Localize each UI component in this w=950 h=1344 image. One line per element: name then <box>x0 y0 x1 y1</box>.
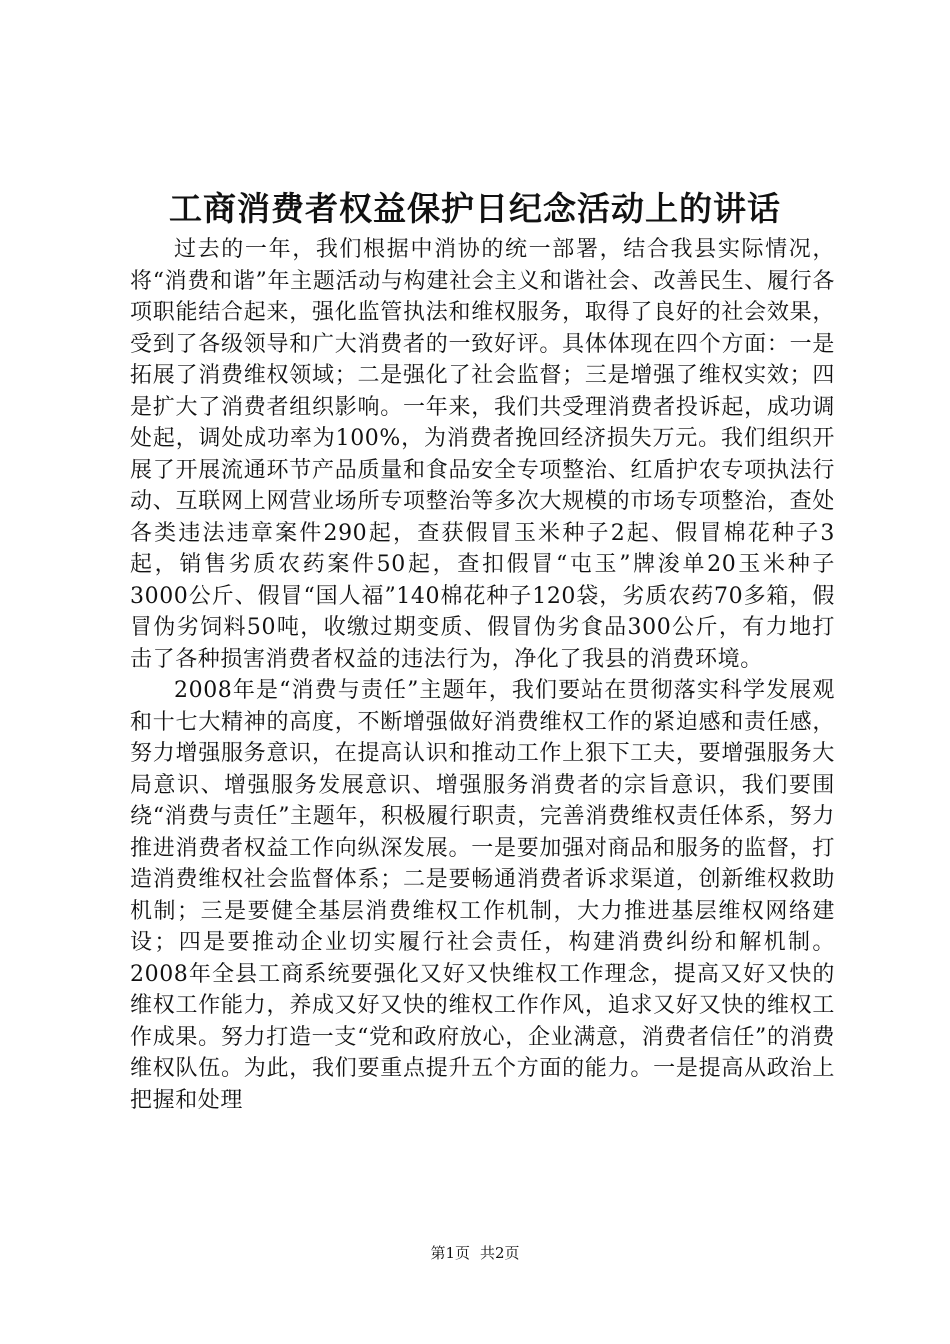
page-footer <box>0 1243 950 1263</box>
document-title: 工商消费者权益保护日纪念活动上的讲话 <box>169 189 781 228</box>
paragraph-2: 2008年是“消费与责任”主题年，我们要站在贯彻落实科学发展观和十七大精神的高度，不断增强做好消费维权工作的紧迫感和责任感，努力增强服务意识，在提高认识和推动工作上狠下工夫，要增强服务大局意识、增强服务发展意识、增强服务消费者的宗旨意识，我们要围绕“消费与责任”主题年，积极履行职责，完善消费维权责任体系，努力推进消费者权益工作向纵深发展。一是要加强对商品和服务的监督，打造消费维权社会监督体系；二是要畅通消费者诉求渠道，创新维权救助机制；三是要健全基层消费维权工作机制，大力推进基层维权网络建设；四是要推动企业切实履行社会责任，构建消费纠纷和解机制。2008年全县工商系统要强化又好又快维权工作理念，提高又好又快的维权工作能力，养成又好又快的维权工作作风，追求又好又快的维权工作成果。努力打造一支“党和政府放心，企业满意，消费者信任”的消费维权队伍。为此，我们要重点提升五个方面的能力。一是提高从政治上把握和处理 <box>130 678 835 1113</box>
page-number-current: 第1页 <box>430 1244 470 1262</box>
page-number-total: 共2页 <box>480 1244 520 1262</box>
paragraph-1: 过去的一年，我们根据中消协的统一部署，结合我县实际情况，将“消费和谐”年主题活动与构建社会主义和谐社会、改善民生、履行各项职能结合起来，强化监管执法和维权服务，取得了良好的社会效果，受到了各级领导和广大消费者的一致好评。具体体现在四个方面：一是拓展了消费维权领域；二是强化了社会监督；三是增强了维权实效；四是扩大了消费者组织影响。一年来，我们共受理消费者投诉起，成功调处起，调处成功率为100%，为消费者挽回经济损失万元。我们组织开展了开展流通环节产品质量和食品安全专项整治、红盾护农专项执法行动、互联网上网营业场所专项整治等多次大规模的市场专项整治，查处各类违法违章案件290起，查获假冒玉米种子2起、假冒棉花种子3起，销售劣质农药案件50起，查扣假冒“屯玉”牌浚单20玉米种子3000公斤、假冒“国人福”140棉花种子120袋，劣质农药70多箱，假冒伪劣饲料50吨，收缴过期变质、假冒伪劣食品300公斤，有力地打击了各种损害消费者权益的违法行为，净化了我县的消费环境。 <box>130 237 835 672</box>
document-body <box>130 234 835 1116</box>
